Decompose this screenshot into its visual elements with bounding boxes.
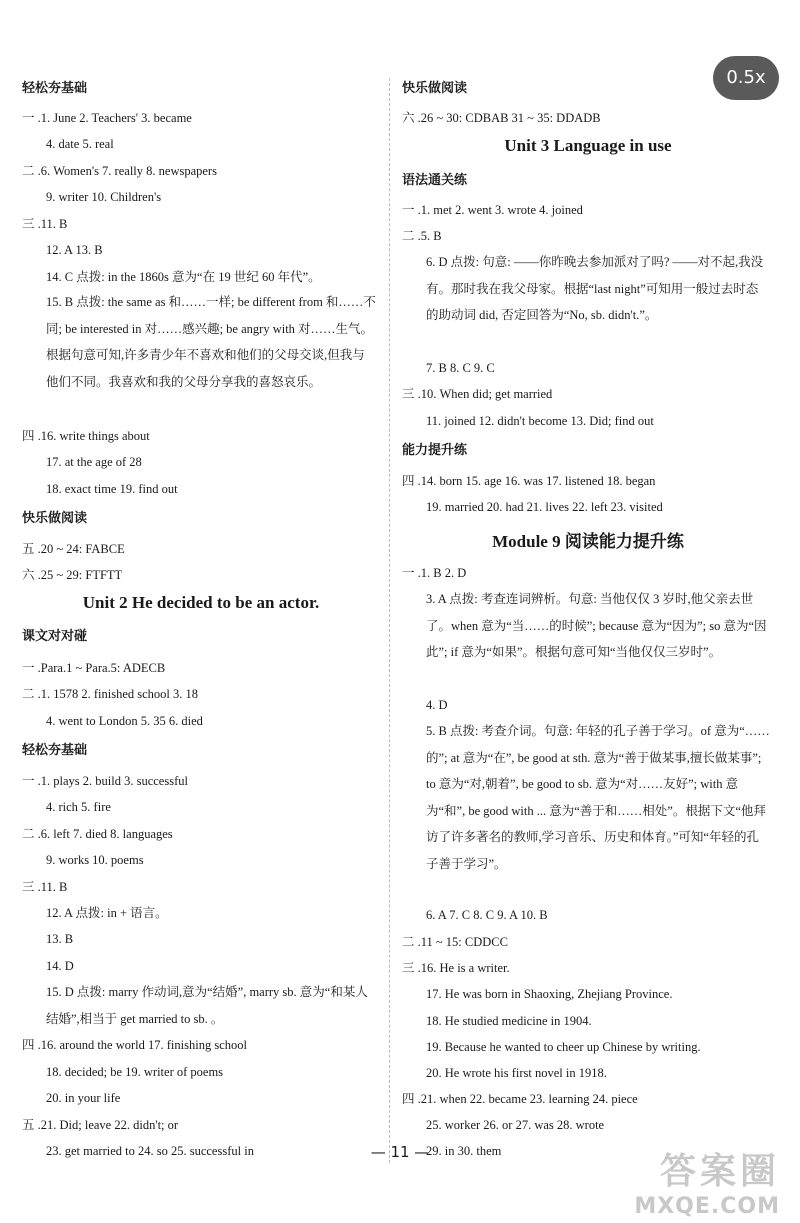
answer-line: 一 .1. met 2. went 3. wrote 4. joined xyxy=(402,203,583,217)
answer-line: 29. in 30. them xyxy=(426,1144,502,1158)
answer-line: 三 .16. He is a writer. xyxy=(402,961,510,975)
section-title: 快乐做阅读 xyxy=(402,81,468,96)
answer-line: 12. A 13. B xyxy=(46,243,103,257)
answer-line: 四 .14. born 15. age 16. was 17. listened 18. began xyxy=(402,474,656,488)
explanation-paragraph: 3. A 点拨: 考查连词辨析。句意: 当他仅仅 3 岁时,他父亲去世了。when 意为“当……的时候”; because 意为“因为”; so 意为“因此”; if 意为“如果”。根据句意可知“当他仅仅三岁时”。 xyxy=(426,592,767,659)
answer-line: 六 .25 ~ 29: FTFTT xyxy=(22,568,123,582)
answer-line: 4. rich 5. fire xyxy=(46,800,111,814)
answer-line: 11. joined 12. didn't become 13. Did; find out xyxy=(426,414,654,428)
answer-line: 18. decided; be 19. writer of poems xyxy=(46,1065,224,1079)
answer-line: 9. works 10. poems xyxy=(46,853,144,867)
answer-line: 五 .20 ~ 24: FABCE xyxy=(22,542,125,556)
explanation-paragraph: 15. D 点拨: marry 作动词,意为“结婚”, marry sb. 意为“和某人结婚”,相当于 get married to sb. 。 xyxy=(46,985,368,1026)
answer-line: 12. A 点拨: in + 语言。 xyxy=(46,906,168,920)
answer-line: 三 .11. B xyxy=(22,217,68,231)
page-number: — 11 — xyxy=(370,1143,430,1161)
answer-line: 四 .16. write things about xyxy=(22,429,150,443)
answer-line: 一 .1. plays 2. build 3. successful xyxy=(22,774,188,788)
module-title: Module 9 阅读能力提升练 xyxy=(492,532,684,551)
answer-line: 二 .1. 1578 2. finished school 3. 18 xyxy=(22,687,199,701)
explanation-paragraph: 6. D 点拨: 句意: ——你昨晚去参加派对了吗? ——对不起,我没有。那时我在我父母家。根据“last night”可知用一般过去时态的助动词 did, 否定回答为“No, sb. didn't.”。 xyxy=(426,255,764,322)
unit-title: Unit 2 He decided to be an actor. xyxy=(82,593,320,612)
answer-line: 一 .1. B 2. D xyxy=(402,566,467,580)
answer-line: 20. He wrote his first novel in 1918. xyxy=(426,1066,607,1080)
watermark-title: 答案圈 xyxy=(659,1151,780,1192)
section-title: 快乐做阅读 xyxy=(22,511,88,526)
answer-line: 6. A 7. C 8. C 9. A 10. B xyxy=(426,908,548,922)
answer-line: 五 .21. Did; leave 22. didn't; or xyxy=(22,1118,179,1132)
answer-line: 9. writer 10. Children's xyxy=(46,190,162,204)
explanation-paragraph: 5. B 点拨: 考查介词。句意: 年轻的孔子善于学习。of 意为“……的”; at 意为“在”, be good at sth. 意为“善于做某事,擅长做某事”; to 意为“对,朝着”, be good to sb. 意为“对……友好”; with 意为“和”, be good with ... 意为“善于和……相处”。根据下文“他拜访了许多著名的教师,学习音乐、历史和体育。”可知“年轻的孔子善于学习”。 xyxy=(426,724,770,871)
answer-line: 7. B 8. C 9. C xyxy=(426,361,495,375)
answer-line: 14. C 点拨: in the 1860s 意为“在 19 世纪 60 年代”。 xyxy=(46,270,321,284)
section-title: 语法通关练 xyxy=(402,173,468,188)
section-title: 能力提升练 xyxy=(402,443,468,458)
answer-line: 20. in your life xyxy=(46,1091,121,1105)
column-divider xyxy=(389,78,390,1163)
watermark-url: MXQE.COM xyxy=(634,1194,780,1219)
answer-line: 17. He was born in Shaoxing, Zhejiang Province. xyxy=(426,987,673,1001)
answer-line: 4. went to London 5. 35 6. died xyxy=(46,714,203,728)
answer-line: 三 .11. B xyxy=(22,880,68,894)
explanation-paragraph: 15. B 点拨: the same as 和……一样; be different from 和……不同; be interested in 对……感兴趣; be angry with 对……生气。根据句意可知,许多青少年不喜欢和他们的父母交谈,但我与他们不同。我喜欢和我的父母分享我的喜怒哀乐。 xyxy=(46,295,376,389)
answer-line: 17. at the age of 28 xyxy=(46,455,142,469)
answer-line: 4. D xyxy=(426,698,448,712)
answer-line: 二 .6. left 7. died 8. languages xyxy=(22,827,173,841)
answer-line: 23. get married to 24. so 25. successful in xyxy=(46,1144,254,1158)
section-title: 轻松夯基础 xyxy=(22,743,88,758)
section-title: 轻松夯基础 xyxy=(22,81,88,96)
answer-line: 二 .11 ~ 15: CDDCC xyxy=(402,935,508,949)
answer-line: 四 .21. when 22. became 23. learning 24. piece xyxy=(402,1092,638,1106)
answer-line: 18. He studied medicine in 1904. xyxy=(426,1014,592,1028)
answer-line: 4. date 5. real xyxy=(46,137,114,151)
answer-line: 四 .16. around the world 17. finishing school xyxy=(22,1038,247,1052)
answer-line: 二 .5. B xyxy=(402,229,442,243)
answer-line: 14. D xyxy=(46,959,74,973)
answer-line: 一 .Para.1 ~ Para.5: ADECB xyxy=(22,661,166,675)
playback-speed-button[interactable]: 0.5x xyxy=(713,56,779,100)
answer-line: 六 .26 ~ 30: CDBAB 31 ~ 35: DDADB xyxy=(402,111,601,125)
watermark xyxy=(634,1143,780,1219)
section-title: 课文对对碰 xyxy=(22,629,88,644)
answer-line: 18. exact time 19. find out xyxy=(46,482,178,496)
answer-line: 13. B xyxy=(46,932,74,946)
answer-line: 二 .6. Women's 7. really 8. newspapers xyxy=(22,164,217,178)
unit-title: Unit 3 Language in use xyxy=(504,136,672,155)
answer-line: 19. Because he wanted to cheer up Chinese by writing. xyxy=(426,1040,701,1054)
answer-line: 一 .1. June 2. Teachers' 3. became xyxy=(22,111,192,125)
answer-line: 25. worker 26. or 27. was 28. wrote xyxy=(426,1118,605,1132)
answer-line: 三 .10. When did; get married xyxy=(402,387,553,401)
answer-line: 19. married 20. had 21. lives 22. left 23. visited xyxy=(426,500,663,514)
